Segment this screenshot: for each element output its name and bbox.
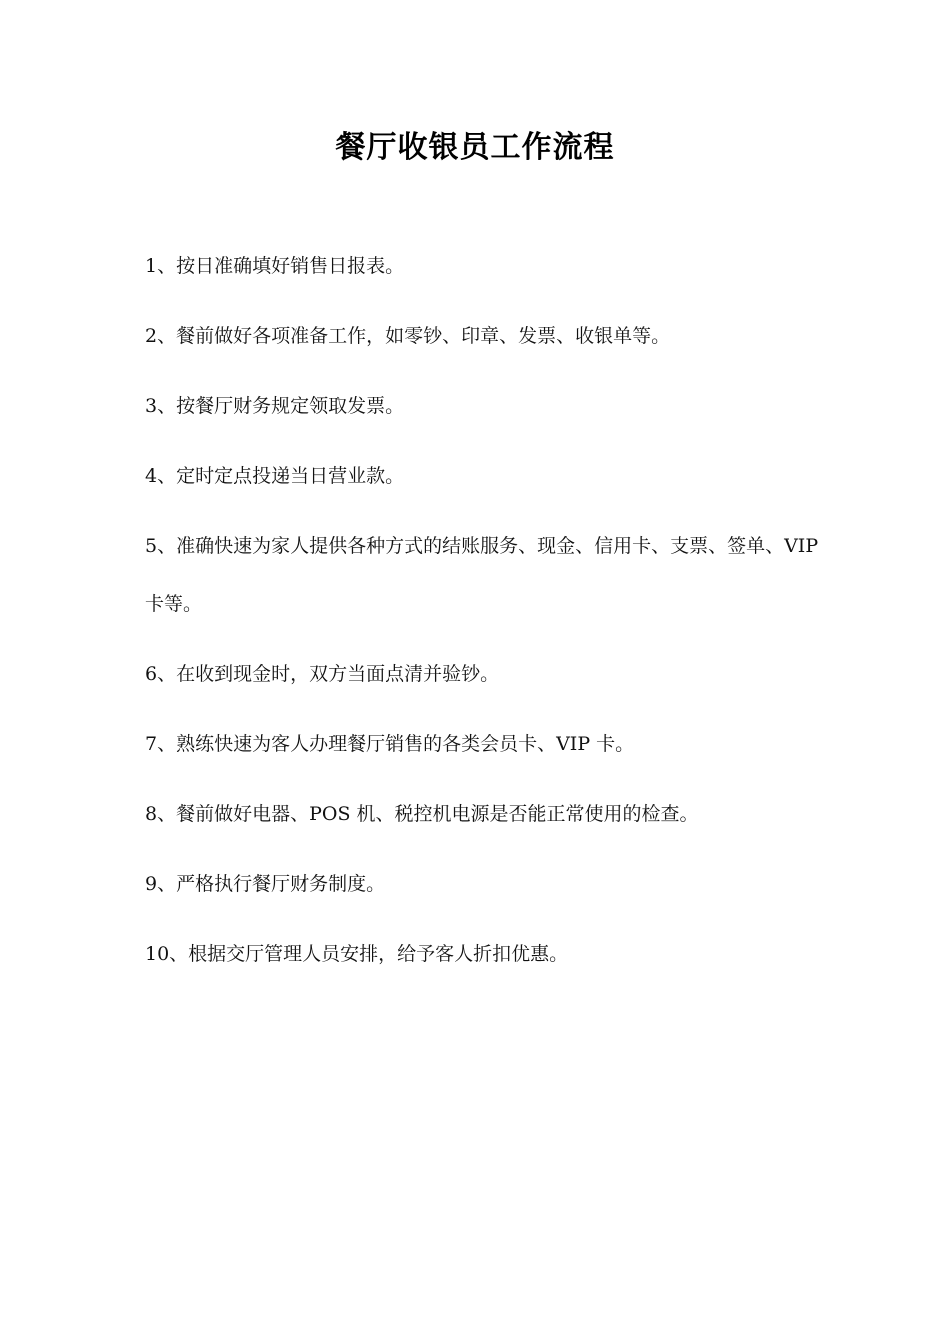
list-item: 3、按餐厅财务规定领取发票。 (145, 395, 405, 417)
list-item: 9、严格执行餐厅财务制度。 (145, 873, 386, 895)
list-item: 7、熟练快速为客人办理餐厅销售的各类会员卡、VIP 卡。 (145, 733, 635, 755)
list-item: 1、按日准确填好销售日报表。 (145, 255, 405, 277)
list-item: 10、根据交厅管理人员安排，给予客人折扣优惠。 (145, 943, 569, 965)
list-item: 4、定时定点投递当日营业款。 (145, 465, 405, 487)
workflow-list (145, 246, 835, 1004)
list-item: 8、餐前做好电器、POS 机、税控机电源是否能正常使用的检查。 (145, 803, 699, 825)
list-item: 6、在收到现金时，双方当面点清并验钞。 (145, 663, 500, 685)
list-item: 5、准确快速为家人提供各种方式的结账服务、现金、信用卡、支票、签单、VIP 卡等。 (145, 535, 819, 615)
page-title: 餐厅收银员工作流程 (335, 130, 615, 165)
list-item: 2、餐前做好各项准备工作，如零钞、印章、发票、收银单等。 (145, 325, 671, 347)
